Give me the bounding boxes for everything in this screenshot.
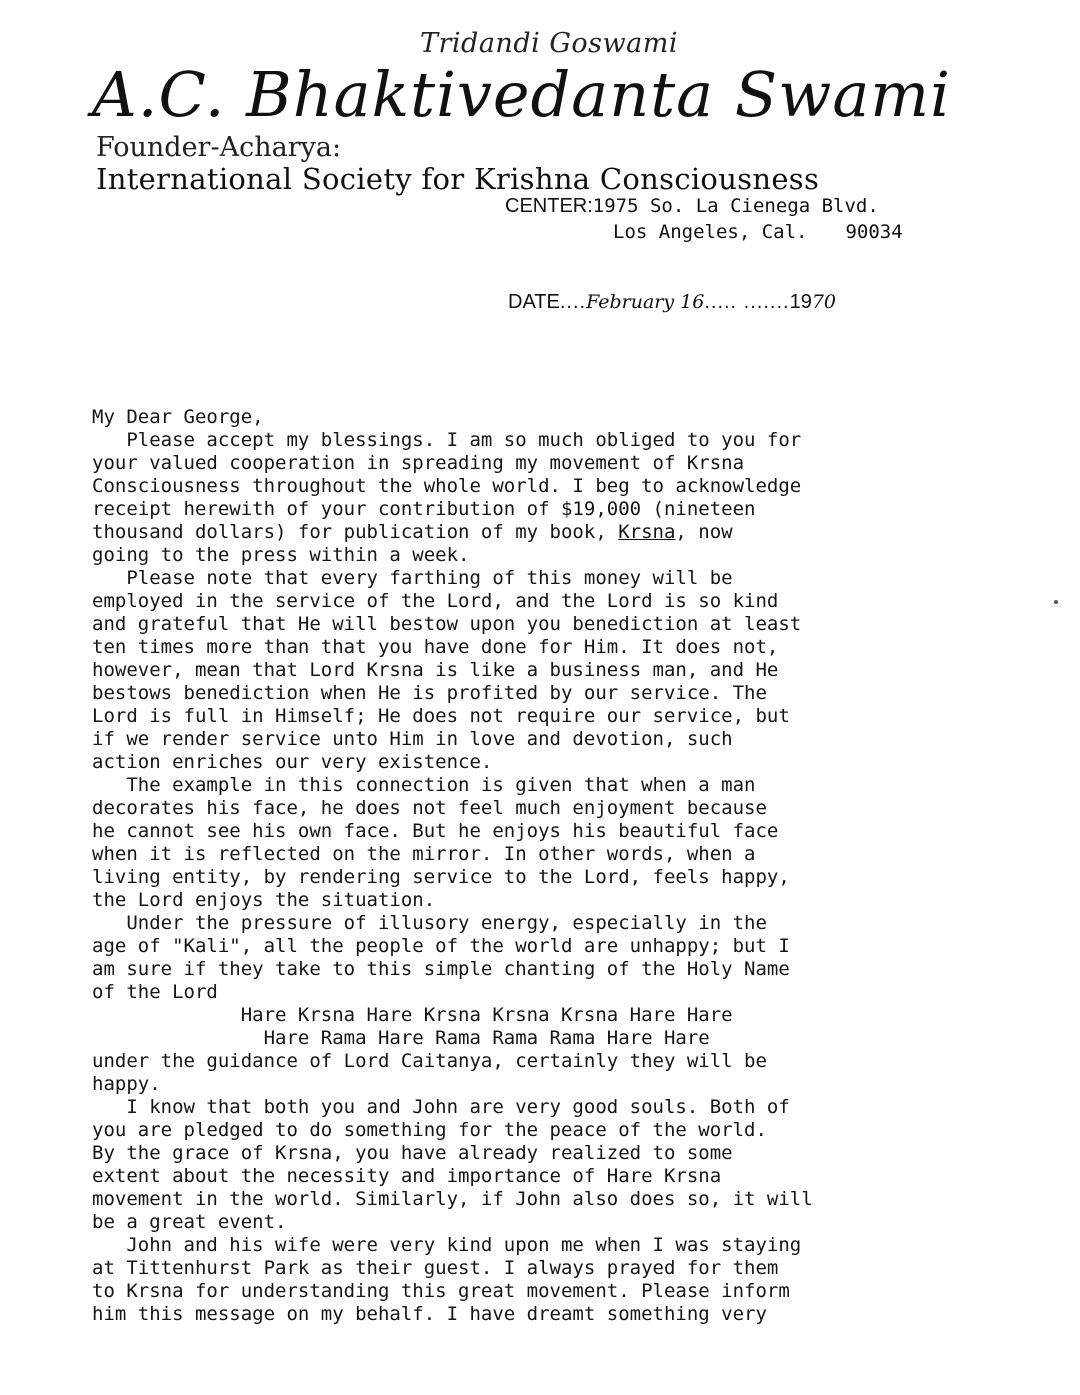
letter-line: By the grace of Krsna, you have already realized to some [92,1142,733,1164]
letter-line: I know that both you and John are very good souls. Both of [92,1096,790,1118]
letter-line: am sure if they take to this simple chanting of the Holy Name [92,958,790,980]
letter-line: action enriches our very existence. [92,751,493,773]
date-year-suffix: 70 [811,291,837,313]
letter-line: Please accept my blessings. I am so much obliged to you for [92,429,802,451]
letter-line: extent about the necessity and importance of Hare Krsna [92,1165,722,1187]
book-title: Krsna [618,521,676,543]
letter-line: The example in this connection is given that when a man [92,774,756,796]
center-address [505,195,879,218]
letter-line: going to the press within a week. [92,544,470,566]
letter-line: ten times more than that you have done for Him. It does not, [92,636,779,658]
letter-line: bestows benediction when He is profited by our service. The [92,682,767,704]
letter-line: My Dear George, [92,406,264,428]
letter-line: decorates his face, he does not feel much enjoyment because [92,797,767,819]
center-label: CENTER: [505,195,593,217]
letter-line: the Lord enjoys the situation. [92,889,436,911]
letter-line: employed in the service of the Lord, and the Lord is so kind [92,590,779,612]
letter-line: at Tittenhurst Park as their guest. I always prayed for them [92,1257,779,1279]
letter-line: age of "Kali", all the people of the world are unhappy; but I [92,935,790,957]
letter-line: Consciousness throughout the whole world. I beg to acknowledge [92,475,802,497]
center-street: 1975 So. La Cienega Blvd. [592,195,879,217]
letter-line: John and his wife were very kind upon me when I was staying [92,1234,802,1256]
society-name: International Society for Krishna Consciousness [96,162,820,196]
date-year-prefix: 19 [789,291,812,313]
letter-line: Under the pressure of illusory energy, especially in the [92,912,767,934]
letter-line: happy. [92,1073,161,1095]
letter-line: however, mean that Lord Krsna is like a business man, and He [92,659,779,681]
letter-line: living entity, by rendering service to the Lord, feels happy, [92,866,790,888]
letter-line: when it is reflected on the mirror. In other words, when a [92,843,756,865]
letterhead-subtitle: Tridandi Goswami [420,28,678,59]
date-label: DATE [508,291,560,313]
letter-line: if we render service unto Him in love and devotion, such [92,728,733,750]
date-leader-1: .... [559,291,587,313]
letter-line: you are pledged to do something for the peace of the world. [92,1119,767,1141]
mantra-line: Hare Krsna Hare Krsna Krsna Krsna Hare Hare [92,1004,733,1026]
letter-line-book [92,521,992,544]
letter-line-text: thousand dollars) for publication of my book, [92,521,619,543]
founder-line: Founder-Acharya: [96,132,342,163]
letter-line: be a great event. [92,1211,287,1233]
letterhead [0,0,1080,330]
letter-line: him this message on my behalf. I have dreamt something very [92,1303,767,1325]
letter-line: movement in the world. Similarly, if John also does so, it will [92,1188,813,1210]
city: Los Angeles, Cal. [613,221,808,243]
letter-line: your valued cooperation in spreading my movement of Krsna [92,452,745,474]
letter-line: to Krsna for understanding this great movement. Please inform [92,1280,790,1302]
scan-speck [1054,600,1058,604]
zip-code: 90034 [845,221,903,243]
date-line [508,291,836,314]
letter-line: Please note that every farthing of this money will be [92,567,733,589]
date-leader-2: ..... ....... [704,291,790,313]
letter-line: and grateful that He will bestow upon you benediction at least [92,613,802,635]
letter-body [92,406,992,1326]
letter-line: of the Lord [92,981,218,1003]
letter-line-text: , now [675,521,733,543]
letter-line: under the guidance of Lord Caitanya, certainly they will be [92,1050,767,1072]
letter-line: receipt herewith of your contribution of $19,000 (nineteen [92,498,756,520]
city-line [613,221,903,243]
letter-line: Lord is full in Himself; He does not require our service, but [92,705,790,727]
mantra-line: Hare Rama Hare Rama Rama Rama Hare Hare [92,1027,710,1049]
letter-line: he cannot see his own face. But he enjoys his beautiful face [92,820,779,842]
letterhead-title: A.C. Bhaktivedanta Swami [92,58,951,131]
date-month-day: February 16 [586,291,705,313]
